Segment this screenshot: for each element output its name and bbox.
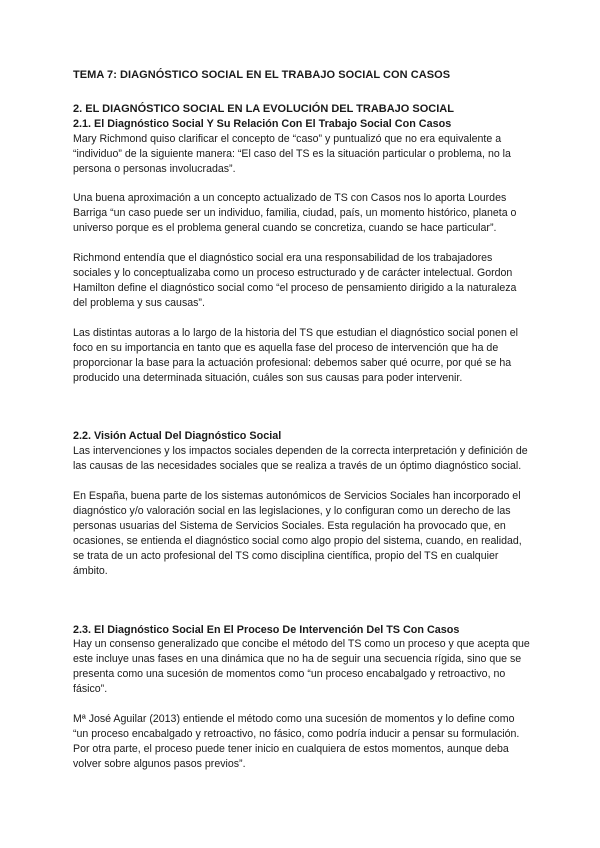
paragraph: En España, buena parte de los sistemas autonómicos de Servicios Sociales han incorporado el diagnóstico y/o valoración social en las legislaciones, y lo configuran como un derecho de las personas usuarias del Sistema de Servicios Sociales. Esta regulación ha provocado que, en ocasiones, se entienda el diagnóstico social como algo propio del sistema, cuando, en realidad, se trata de un acto profesional del TS como disciplina científica, propio del TS en cualquier ámbito. — [73, 490, 522, 577]
paragraph: Richmond entendía que el diagnóstico social era una responsabilidad de los trabajadores sociales y lo conceptualizaba como un proceso estructurado y de carácter intelectual. Gordon Hamilton define el diagnóstico social como “el proceso de pensamiento dirigido a la naturaleza del problema y sus causas”. — [73, 252, 517, 309]
section-2-2-heading: 2.2. Visión Actual Del Diagnóstico Social — [73, 430, 282, 443]
paragraph: Mary Richmond quiso clarificar el concepto de “caso” y puntualizó que no era equivalente a “individuo” de la siguiente manera: “El caso del TS es la situación particular o problema, no la persona o personas involucradas”. — [73, 132, 511, 175]
paragraph: Las intervenciones y los impactos sociales dependen de la correcta interpretación y definición de las causas de las necesidades sociales que se realiza a través de un óptimo diagnóstico social. — [73, 445, 528, 473]
document-title: TEMA 7: DIAGNÓSTICO SOCIAL EN EL TRABAJO SOCIAL CON CASOS — [73, 69, 451, 81]
section-2-heading: 2. EL DIAGNÓSTICO SOCIAL EN LA EVOLUCIÓN DEL TRABAJO SOCIAL — [73, 102, 454, 115]
section-2-3-heading: 2.3. El Diagnóstico Social En El Proceso De Intervención Del TS Con Casos — [73, 623, 460, 636]
paragraph: Mª José Aguilar (2013) entiende el método como una sucesión de momentos y lo define como “un proceso encabalgado y retroactivo, no fásico, como podría inducir a pensar su formulación. Por otra parte, el proceso puede tener inicio en cualquiera de estos momentos, aunque deba volver sobre algunos pasos previos”. — [73, 713, 520, 770]
paragraph: Hay un consenso generalizado que concibe el método del TS como un proceso y que acepta que este incluye unas fases en una dinámica que no ha de seguir una secuencia rígida, sino que se presenta como una sucesión de momentos como “un proceso encabalgado y retroactivo, no fásico”. — [73, 638, 530, 696]
section-2-1-heading: 2.1. El Diagnóstico Social Y Su Relación Con El Trabajo Social Con Casos — [73, 117, 452, 130]
paragraph: Las distintas autoras a lo largo de la historia del TS que estudian el diagnóstico social ponen el foco en su importancia en tanto que es aquella fase del proceso de intervención que ha de proporcionar la base para la actuación profesional: debemos saber qué ocurre, por qué se ha producido una determinada situación, cuáles son sus causas para poder intervenir. — [73, 326, 519, 384]
paragraph: Una buena aproximación a un concepto actualizado de TS con Casos nos lo aporta Lourdes Barriga “un caso puede ser un individuo, familia, ciudad, país, un momento histórico, planeta o universo porque es el problema general cuando se concretiza, cuando se hace particular”. — [73, 192, 517, 235]
